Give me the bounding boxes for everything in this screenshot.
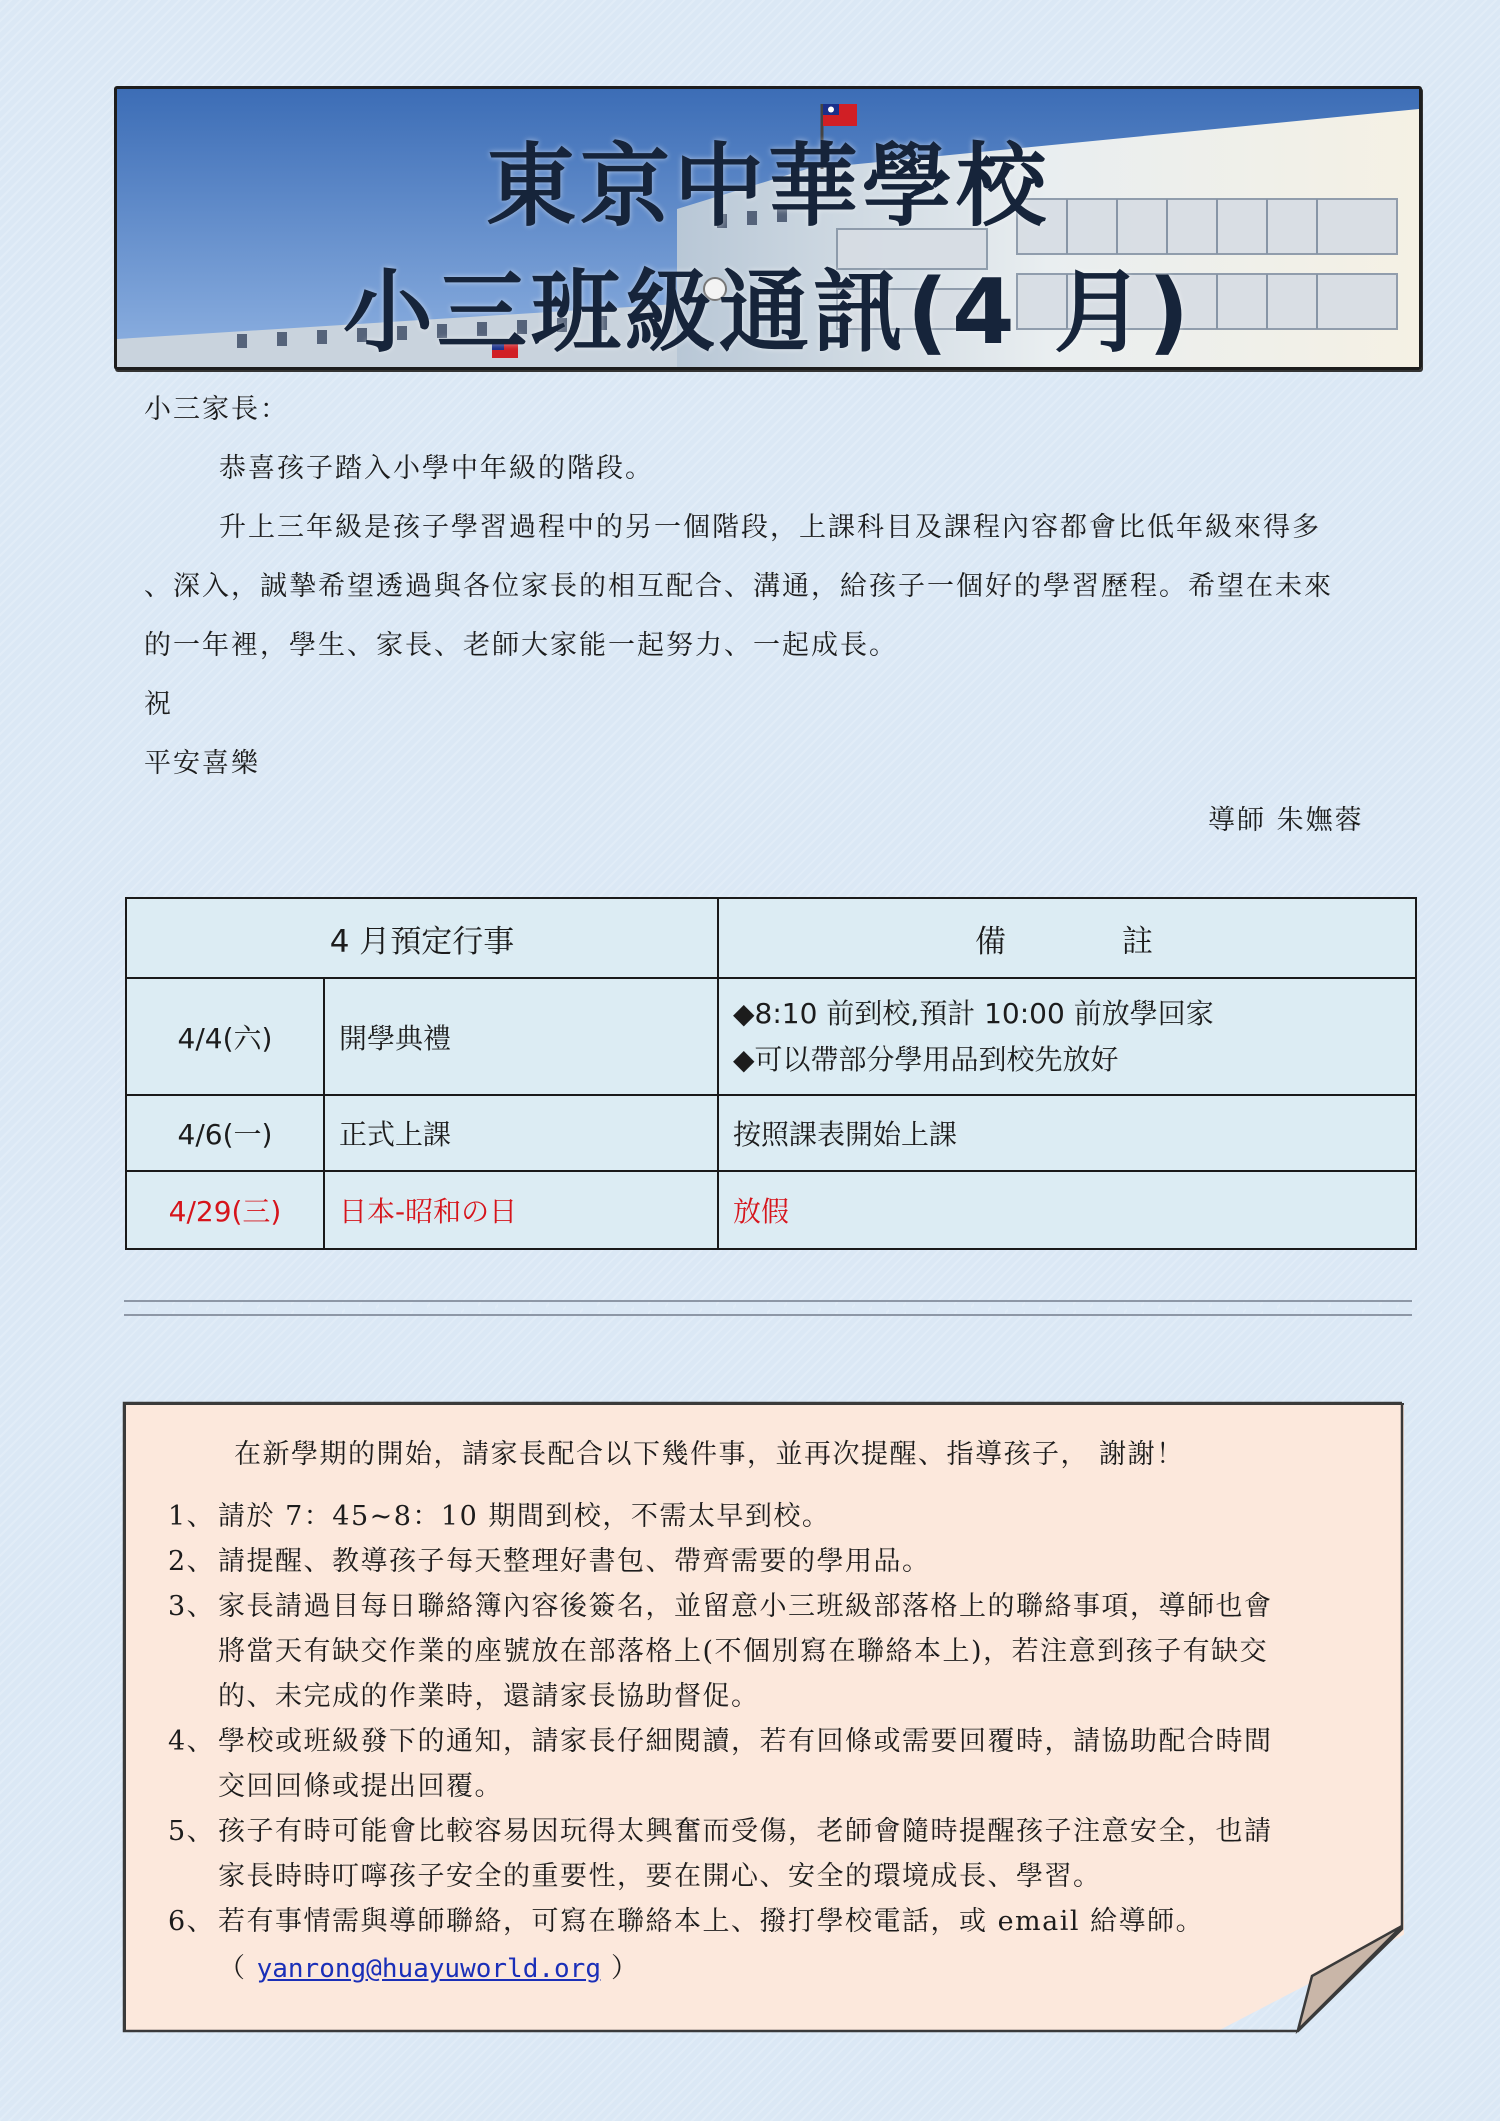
letter-paragraph-1: 恭喜孩子踏入小學中年級的階段。 [219,453,654,484]
double-line-divider [124,1300,1412,1316]
table-row-holiday [126,1171,1416,1249]
event-date: 4/29(三) [126,1171,324,1249]
event-notes [718,978,1416,1095]
list-item-text: 將當天有缺交作業的座號放在部落格上(不個別寫在聯絡本上)，若注意到孩子有缺交 [218,1636,1269,1667]
newsletter-title: 小三班級通訊(4 月) [342,260,1194,365]
teacher-signature: 導師 朱嫵蓉 [1208,805,1364,836]
event-note-line: ◆可以帶部分學用品到校先放好 [733,1042,1119,1076]
list-item-text: 的、未完成的作業時，還請家長協助督促。 [218,1681,760,1712]
list-item-text: 請提醒、教導孩子每天整理好書包、帶齊需要的學用品。 [218,1546,931,1577]
list-item-text: 孩子有時可能會比較容易因玩得太興奮而受傷，老師會隨時提醒孩子注意安全，也請 [218,1816,1273,1847]
event-name: 日本-昭和の日 [324,1171,718,1249]
letter-paragraph-2-line-3: 的一年裡，學生、家長、老師大家能一起努力、一起成長。 [144,630,898,661]
letter-paragraph-2-line-1: 升上三年級是孩子學習過程中的另一個階段，上課科目及課程內容都會比低年級來得多 [219,512,1321,543]
closing-wish: 祝 [144,689,173,720]
list-item-number: 5、 [168,1816,216,1847]
list-item-text: 交回回條或提出回覆。 [218,1771,503,1802]
list-item-text: 家長時時叮嚀孩子安全的重要性，要在開心、安全的環境成長、學習。 [218,1861,1102,1892]
list-item [168,1584,1348,1719]
email-paren-open: （ [218,1953,257,1984]
list-item-number: 1、 [168,1501,216,1532]
list-item [168,1809,1348,1899]
salutation: 小三家長： [144,394,289,425]
letter-paragraph-2-line-2: 、深入，誠摯希望透過與各位家長的相互配合、溝通，給孩子一個好的學習歷程。希望在未來 [144,571,1333,602]
event-name: 開學典禮 [324,978,718,1095]
list-item-text: 請於 7：45~8：10 期間到校，不需太早到校。 [218,1501,831,1532]
teacher-email-link[interactable]: yanrong@huayuworld.org [256,1954,601,1984]
header-notes [718,898,1416,978]
header-banner [114,86,1422,370]
list-item-number: 3、 [168,1591,216,1622]
list-item [168,1494,1348,1539]
list-item [168,1539,1348,1584]
event-notes: 放假 [718,1171,1416,1249]
email-line [168,1944,1348,1994]
header-notes-char-1: 備 [975,923,1012,960]
reminder-list [168,1432,1348,1994]
header-events: 4 月預定行事 [126,898,718,978]
list-item-number: 6、 [168,1906,216,1937]
closing-blessing: 平安喜樂 [144,748,260,779]
table-header-row [126,898,1416,978]
table-row [126,1095,1416,1171]
list-item [168,1719,1348,1809]
event-name: 正式上課 [324,1095,718,1171]
list-item-number: 2、 [168,1546,216,1577]
list-item-number: 4、 [168,1726,216,1757]
email-paren-close: ） [600,1953,640,1984]
list-item-text: 學校或班級發下的通知，請家長仔細閱讀，若有回條或需要回覆時，請協助配合時間 [218,1726,1273,1757]
reminder-intro: 在新學期的開始，請家長配合以下幾件事，並再次提醒、指導孩子， 謝謝！ [234,1439,1185,1470]
list-item-text: 若有事情需與導師聯絡，可寫在聯絡本上、撥打學校電話，或 email 給導師。 [218,1906,1205,1937]
school-name: 東京中華學校 [486,134,1050,239]
list-item [168,1899,1348,1944]
event-notes: 按照課表開始上課 [718,1095,1416,1171]
event-note-line: ◆8:10 前到校,預計 10:00 前放學回家 [733,996,1214,1030]
event-date: 4/4(六) [126,978,324,1095]
letter-to-parents [144,380,1394,793]
april-schedule-table [125,897,1417,1250]
table-row [126,978,1416,1095]
event-date: 4/6(一) [126,1095,324,1171]
header-notes-char-2: 註 [1122,923,1159,960]
list-item-text: 家長請過目每日聯絡簿內容後簽名，並留意小三班級部落格上的聯絡事項，導師也會 [218,1591,1273,1622]
